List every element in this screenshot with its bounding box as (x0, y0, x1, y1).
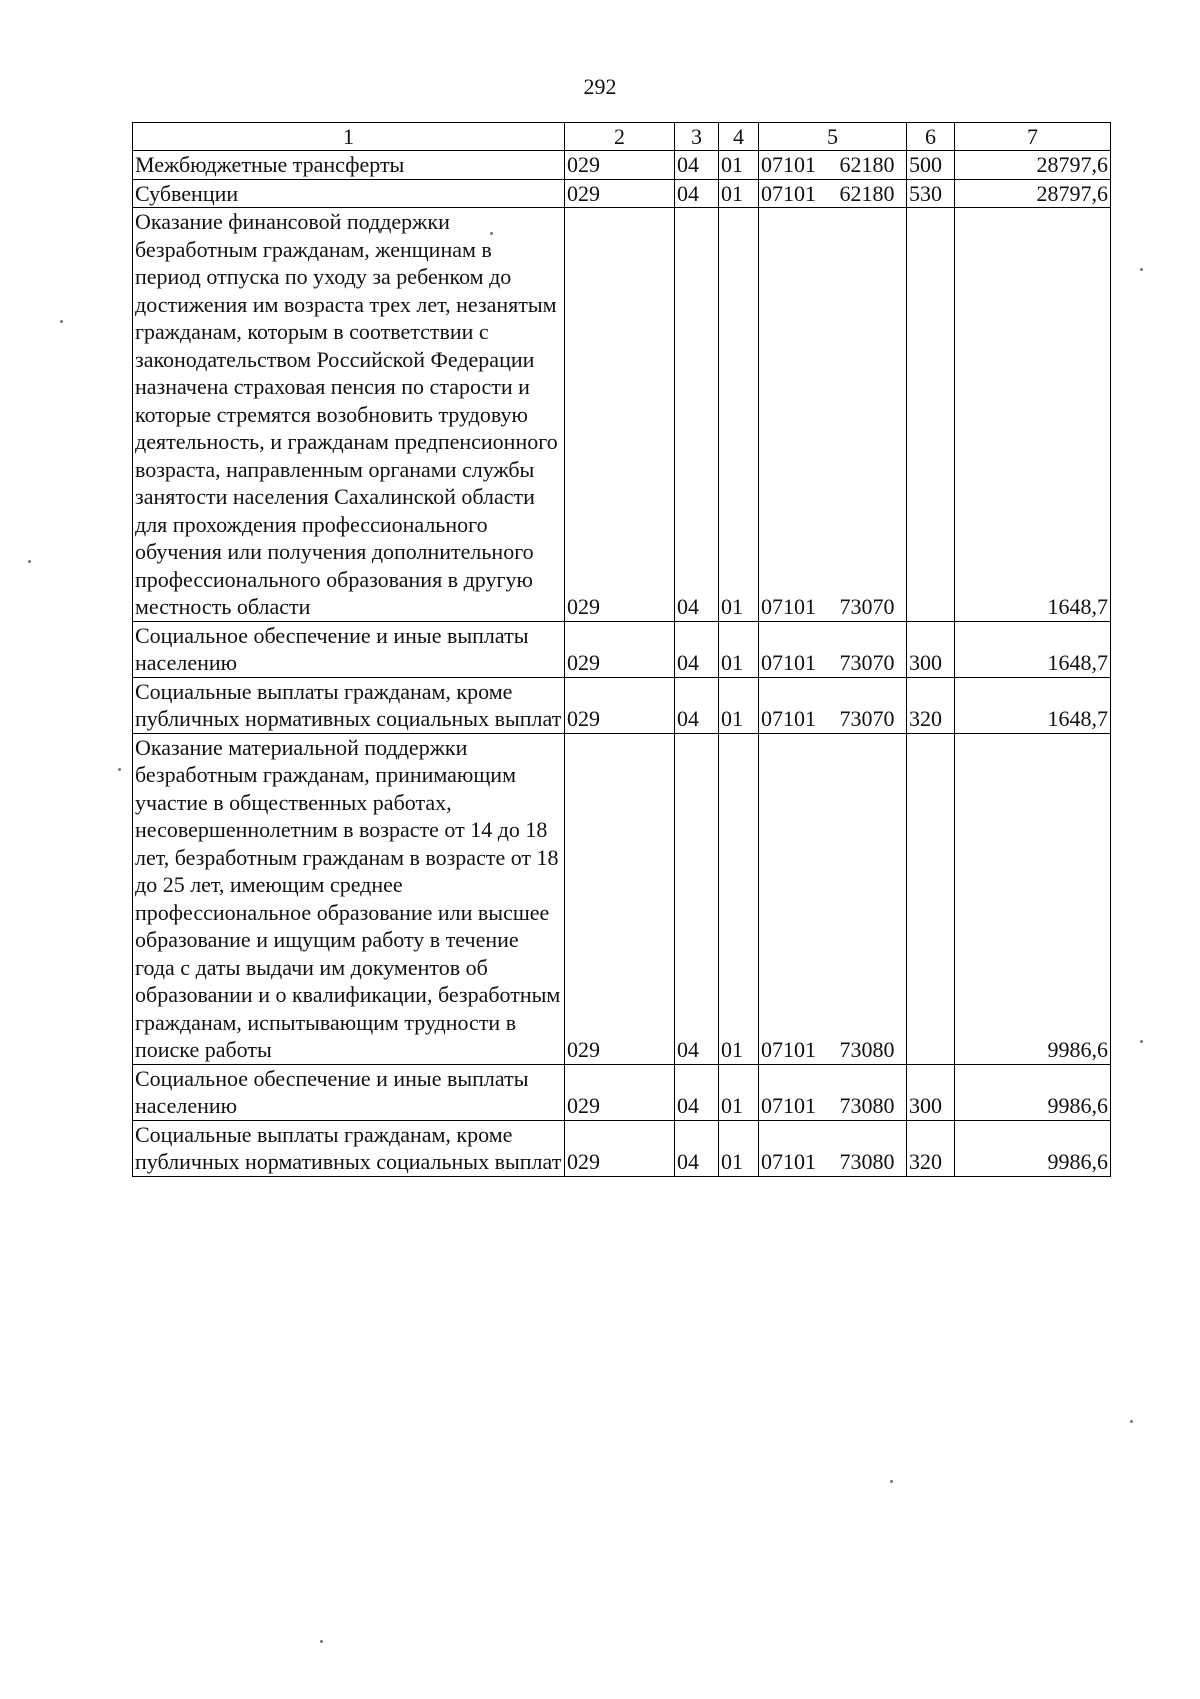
expense-type-code: 320 (907, 1120, 955, 1176)
budget-table (132, 122, 1111, 1177)
section-code: 04 (675, 1064, 719, 1120)
section-code: 04 (675, 179, 719, 208)
table-row (133, 677, 1111, 733)
section-code: 04 (675, 1120, 719, 1176)
subsection-code: 01 (719, 733, 759, 1064)
subsection-code: 01 (719, 208, 759, 622)
column-number: 5 (759, 123, 907, 151)
scan-speck (60, 320, 63, 323)
table-row (133, 179, 1111, 208)
scan-speck (490, 232, 493, 235)
section-code: 04 (675, 208, 719, 622)
target-item-code: 07101 62180 (759, 179, 907, 208)
table-row (133, 208, 1111, 622)
grbs-code: 029 (565, 1120, 675, 1176)
expense-type-code (907, 208, 955, 622)
target-item-code: 07101 73080 (759, 733, 907, 1064)
table-row (133, 1064, 1111, 1120)
grbs-code: 029 (565, 208, 675, 622)
amount: 1648,7 (955, 208, 1111, 622)
grbs-code: 029 (565, 179, 675, 208)
column-number: 3 (675, 123, 719, 151)
amount: 28797,6 (955, 151, 1111, 180)
amount: 1648,7 (955, 677, 1111, 733)
row-name: Оказание финансовой поддержки безработным гражданам, женщинам в период отпуска по уходу за ребенком до достижения им возраста трех лет, незанятым гражданам, которым в соответствии с законодательством Российской Федерации назначена страховая пенсия по старости и которые стремятся возобновить трудовую деятельность, и гражданам предпенсионного возраста, направленным органами службы занятости населения Сахалинской области для прохождения профессионального обучения или получения дополнительного профессионального образования в другую местность области (133, 208, 565, 622)
scan-speck (1130, 1420, 1133, 1423)
column-number: 4 (719, 123, 759, 151)
scan-speck (890, 1480, 893, 1483)
scan-speck (1140, 1040, 1143, 1043)
grbs-code: 029 (565, 151, 675, 180)
row-name: Межбюджетные трансферты (133, 151, 565, 180)
target-item-code: 07101 73070 (759, 677, 907, 733)
amount: 1648,7 (955, 621, 1111, 677)
column-number-row (133, 123, 1111, 151)
subsection-code: 01 (719, 179, 759, 208)
subsection-code: 01 (719, 1064, 759, 1120)
grbs-code: 029 (565, 1064, 675, 1120)
grbs-code: 029 (565, 621, 675, 677)
column-number: 6 (907, 123, 955, 151)
page-number: 292 (583, 74, 617, 99)
table-row (133, 1120, 1111, 1176)
subsection-code: 01 (719, 151, 759, 180)
row-name: Социальное обеспечение и иные выплаты населению (133, 621, 565, 677)
table-row (133, 151, 1111, 180)
scan-speck (320, 1640, 323, 1643)
target-item-code: 07101 73080 (759, 1120, 907, 1176)
scan-speck (118, 768, 121, 771)
table-row (133, 621, 1111, 677)
amount: 9986,6 (955, 733, 1111, 1064)
scan-speck (28, 560, 31, 563)
expense-type-code: 530 (907, 179, 955, 208)
subsection-code: 01 (719, 621, 759, 677)
row-name: Социальные выплаты гражданам, кроме публичных нормативных социальных выплат (133, 1120, 565, 1176)
target-item-code: 07101 62180 (759, 151, 907, 180)
section-code: 04 (675, 733, 719, 1064)
grbs-code: 029 (565, 677, 675, 733)
amount: 9986,6 (955, 1064, 1111, 1120)
expense-type-code: 300 (907, 621, 955, 677)
scan-speck (1140, 268, 1143, 271)
expense-type-code: 320 (907, 677, 955, 733)
subsection-code: 01 (719, 677, 759, 733)
column-number: 2 (565, 123, 675, 151)
expense-type-code: 300 (907, 1064, 955, 1120)
target-item-code: 07101 73080 (759, 1064, 907, 1120)
expense-type-code: 500 (907, 151, 955, 180)
section-code: 04 (675, 677, 719, 733)
grbs-code: 029 (565, 733, 675, 1064)
table-row (133, 733, 1111, 1064)
section-code: 04 (675, 621, 719, 677)
amount: 28797,6 (955, 179, 1111, 208)
target-item-code: 07101 73070 (759, 621, 907, 677)
target-item-code: 07101 73070 (759, 208, 907, 622)
expense-type-code (907, 733, 955, 1064)
row-name: Субвенции (133, 179, 565, 208)
row-name: Социальные выплаты гражданам, кроме публичных нормативных социальных выплат (133, 677, 565, 733)
subsection-code: 01 (719, 1120, 759, 1176)
section-code: 04 (675, 151, 719, 180)
column-number: 1 (133, 123, 565, 151)
row-name: Социальное обеспечение и иные выплаты населению (133, 1064, 565, 1120)
row-name: Оказание материальной поддержки безработным гражданам, принимающим участие в общественных работах, несовершеннолетним в возрасте от 14 до 18 лет, безработным гражданам в возрасте от 18 до 25 лет, имеющим среднее профессиональное образование или высшее образование и ищущим работу в течение года с даты выдачи им документов об образовании и о квалификации, безработным гражданам, испытывающим трудности в поиске работы (133, 733, 565, 1064)
column-number: 7 (955, 123, 1111, 151)
amount: 9986,6 (955, 1120, 1111, 1176)
